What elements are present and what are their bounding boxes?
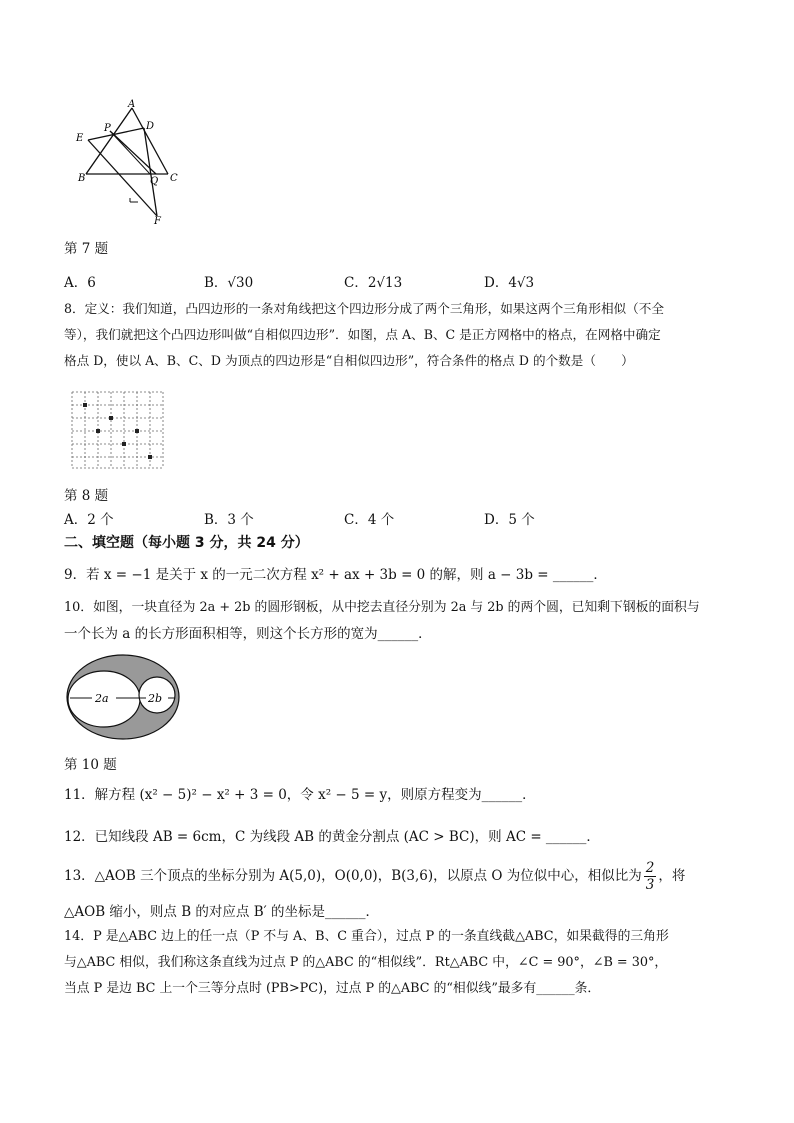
q10-label-2a: 2a <box>95 692 109 705</box>
q8-option-b: B．3 个 <box>204 512 254 528</box>
q7-label-C: C <box>170 173 178 184</box>
section-title: 二、填空题（每小题 3 分，共 24 分） <box>64 535 309 551</box>
q7-label-F: F <box>154 216 161 226</box>
q7-option-c: C．2√13 <box>344 275 403 291</box>
q13-ratio-fraction <box>644 860 657 893</box>
q10-circle-figure <box>64 652 182 742</box>
q13-frac-num: 2 <box>645 860 655 876</box>
q8-grid-figure <box>68 388 168 472</box>
q10-label-2b: 2b <box>148 692 163 705</box>
q7-option-d: D．4√3 <box>484 275 535 291</box>
q14-text-line2: 与△ABC 相似，我们称这条直线为过点 P 的△ABC 的“相似线”．Rt△ABC 中，∠C = 90°，∠B = 30°， <box>64 955 668 970</box>
q8-caption: 第 8 题 <box>64 488 109 504</box>
q10-text-line1: 10．如图，一块直径为 2a + 2b 的圆形钢板，从中挖去直径分别为 2a 与 2b 的两个圆，已知剩下钢板的面积与 <box>64 600 700 615</box>
q8-text-line3: 格点 D，使以 A、B、C、D 为顶点的四边形是“自相似四边形”，符合条件的格点 D 的个数是（ ） <box>64 353 634 368</box>
q8-option-d: D．5 个 <box>484 512 535 528</box>
q14-text-line3: 当点 P 是边 BC 上一个三等分点时 (PB>PC)，过点 P 的△ABC 的“相似线”最多有______条． <box>64 981 601 996</box>
q13-text-line1-a: 13．△AOB 三个顶点的坐标分别为 A(5,0)，O(0,0)，B(3,6)，以原点 O 为位似中心，相似比为 <box>64 868 642 884</box>
q7-option-b: B．√30 <box>204 275 254 291</box>
q7-label-Q: Q <box>150 176 159 187</box>
q7-label-B: B <box>78 173 86 184</box>
q13-text-line1-b: ，将 <box>658 868 686 884</box>
q7-label-D: D <box>146 121 155 132</box>
q13-text-line1 <box>64 858 685 894</box>
q8-option-a: A．2 个 <box>64 512 114 528</box>
q7-label-E: E <box>76 133 84 144</box>
q7-caption: 第 7 题 <box>64 241 109 257</box>
q14-text-line1: 14．P 是△ABC 边上的任一点（P 不与 A、B、C 重合），过点 P 的一条直线截△ABC，如果截得的三角形 <box>64 929 669 944</box>
q7-option-a: A．6 <box>64 275 96 291</box>
q12-text: 12．已知线段 AB = 6cm，C 为线段 AB 的黄金分割点 (AC > BC)，则 AC = ______． <box>64 829 600 845</box>
q7-label-A: A <box>128 99 136 110</box>
q10-text-line2: 一个长为 a 的长方形面积相等，则这个长方形的宽为______． <box>64 626 432 642</box>
q7-geometry-figure <box>64 98 194 226</box>
q13-frac-den: 3 <box>645 877 655 893</box>
q8-text-line1: 8．定义：我们知道，凸四边形的一条对角线把这个四边形分成了两个三角形，如果这两个三角形相似（不全 <box>64 301 664 316</box>
q9-text: 9．若 x = −1 是关于 x 的一元二次方程 x² + ax + 3b = 0 的解，则 a − 3b = ______． <box>64 567 607 583</box>
q11-text: 11．解方程 (x² − 5)² − x² + 3 = 0，令 x² − 5 = y，则原方程变为______． <box>64 787 536 803</box>
q10-caption: 第 10 题 <box>64 757 117 773</box>
q7-label-P: P <box>104 123 111 134</box>
q8-option-c: C．4 个 <box>344 512 395 528</box>
q8-text-line2: 等），我们就把这个凸四边形叫做“自相似四边形”．如图，点 A、B、C 是正方网格中的格点，在网格中确定 <box>64 327 661 342</box>
q13-text-line2: △AOB 缩小，则点 B 的对应点 B′ 的坐标是______． <box>64 904 379 920</box>
